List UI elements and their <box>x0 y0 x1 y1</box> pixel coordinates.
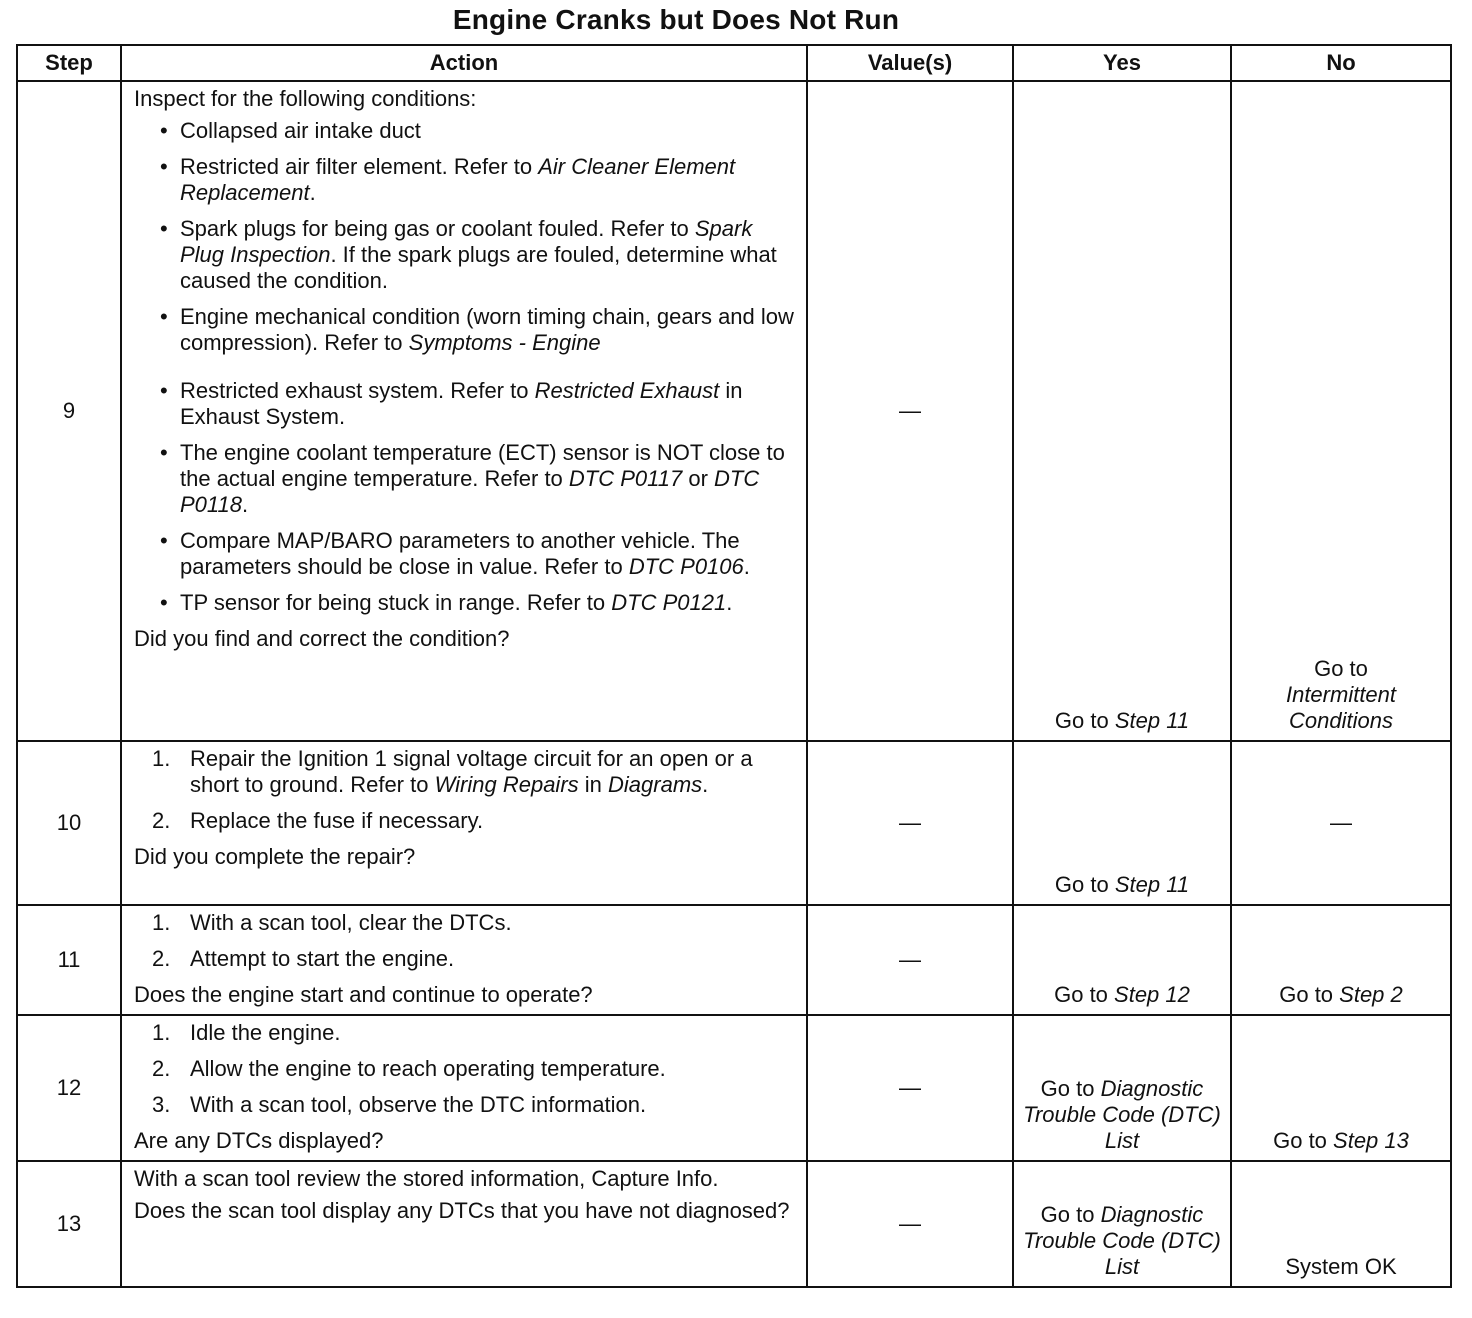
list-item: 1. Idle the engine. <box>152 1020 341 1045</box>
list-item: • Collapsed air intake duct <box>134 118 800 144</box>
yes-link: Step 12 <box>1114 982 1190 1007</box>
condition-list <box>134 118 800 616</box>
list-item: 2. Replace the fuse if necessary. <box>152 808 484 833</box>
reference-link: Wiring Repairs <box>434 772 579 797</box>
step-list <box>134 910 800 972</box>
no-cell: System OK <box>1231 1161 1451 1287</box>
list-item: 2. Attempt to start the engine. <box>152 946 455 971</box>
action-cell <box>121 741 807 905</box>
list-item: • Engine mechanical condition (worn timing chain, gears and low compression). Refer to Symptoms - Engine <box>134 304 800 356</box>
list-item: • TP sensor for being stuck in range. Refer to DTC P0121. <box>134 590 800 616</box>
action-cell <box>121 81 807 741</box>
reference-link: Symptoms - Engine <box>408 330 601 355</box>
yes-cell: Go to Step 12 <box>1013 905 1231 1015</box>
table-row-step-11 <box>17 905 1451 1015</box>
no-cell: Go to Step 13 <box>1231 1015 1451 1161</box>
reference-link: DTC P0106 <box>628 554 744 579</box>
step-number: 12 <box>17 1015 121 1161</box>
value-cell: — <box>807 905 1013 1015</box>
no-cell: Go to Intermittent Conditions <box>1231 81 1451 741</box>
yes-cell: Go to Diagnostic Trouble Code (DTC) List <box>1013 1015 1231 1161</box>
header-step: Step <box>17 45 121 81</box>
header-values: Value(s) <box>807 45 1013 81</box>
reference-link: DTC P0121 <box>611 590 727 615</box>
action-cell <box>121 1015 807 1161</box>
table-row-step-10 <box>17 741 1451 905</box>
action-cell <box>121 1161 807 1287</box>
page-title: Engine Cranks but Does Not Run <box>452 4 900 35</box>
action-intro: Inspect for the following conditions: <box>134 86 477 111</box>
list-item: • The engine coolant temperature (ECT) sensor is NOT close to the actual engine temperature. Refer to DTC P0117 or DTC P0118. <box>134 440 800 518</box>
reference-link: DTC P0118 <box>180 466 760 517</box>
value-cell: — <box>807 741 1013 905</box>
table-row-step-13 <box>17 1161 1451 1287</box>
list-item: 2. Allow the engine to reach operating temperature. <box>152 1056 666 1081</box>
value-cell: — <box>807 81 1013 741</box>
list-item: 1. Repair the Ignition 1 signal voltage circuit for an open or a short to ground. Refer to Wiring Repairs in Diagrams. <box>152 746 753 797</box>
list-item: • Compare MAP/BARO parameters to another vehicle. The parameters should be close in value. Refer to DTC P0106. <box>134 528 800 580</box>
yes-cell: Go to Step 11 <box>1013 81 1231 741</box>
value-cell: — <box>807 1015 1013 1161</box>
yes-cell: Go to Step 11 <box>1013 741 1231 905</box>
header-row <box>17 45 1451 81</box>
yes-link: Step 11 <box>1114 872 1190 897</box>
yes-link: Diagnostic Trouble Code (DTC) List <box>1023 1202 1221 1279</box>
list-item: • Spark plugs for being gas or coolant fouled. Refer to Spark Plug Inspection. If the spark plugs are fouled, determine what caused the condition. <box>134 216 800 294</box>
table-row-step-12 <box>17 1015 1451 1161</box>
reference-link: Restricted Exhaust <box>534 378 720 403</box>
no-cell: Go to Step 2 <box>1231 905 1451 1015</box>
action-question: Does the scan tool display any DTCs that you have not diagnosed? <box>134 1198 790 1223</box>
header-yes: Yes <box>1013 45 1231 81</box>
action-intro: With a scan tool review the stored information, Capture Info. <box>134 1166 719 1191</box>
action-question: Did you find and correct the condition? <box>134 626 510 651</box>
list-item: 1. With a scan tool, clear the DTCs. <box>152 910 512 935</box>
reference-link: Spark Plug Inspection <box>180 216 753 267</box>
header-action: Action <box>121 45 807 81</box>
no-link: Intermittent Conditions <box>1285 682 1397 733</box>
diagnostic-table <box>16 44 1452 1288</box>
list-item: 3. With a scan tool, observe the DTC information. <box>152 1092 647 1117</box>
yes-link: Diagnostic Trouble Code (DTC) List <box>1023 1076 1221 1153</box>
action-cell <box>121 905 807 1015</box>
step-list <box>134 1020 800 1118</box>
header-no: No <box>1231 45 1451 81</box>
step-number: 10 <box>17 741 121 905</box>
yes-cell: Go to Diagnostic Trouble Code (DTC) List <box>1013 1161 1231 1287</box>
reference-link: Diagrams <box>608 772 703 797</box>
table-row-step-9 <box>17 81 1451 741</box>
action-question: Are any DTCs displayed? <box>134 1128 384 1153</box>
action-question: Did you complete the repair? <box>134 844 416 869</box>
step-number: 9 <box>17 81 121 741</box>
action-question: Does the engine start and continue to operate? <box>134 982 593 1007</box>
value-cell: — <box>807 1161 1013 1287</box>
step-number: 13 <box>17 1161 121 1287</box>
reference-link: DTC P0117 <box>568 466 683 491</box>
reference-link: Air Cleaner Element Replacement <box>180 154 736 205</box>
no-link: Step 2 <box>1339 982 1403 1007</box>
list-item: • Restricted air filter element. Refer to Air Cleaner Element Replacement. <box>134 154 800 206</box>
step-list <box>134 746 800 834</box>
list-item: • Restricted exhaust system. Refer to Restricted Exhaust in Exhaust System. <box>134 378 800 430</box>
yes-link: Step 11 <box>1114 708 1190 733</box>
no-cell: — <box>1231 741 1451 905</box>
step-number: 11 <box>17 905 121 1015</box>
no-link: Step 13 <box>1333 1128 1409 1153</box>
